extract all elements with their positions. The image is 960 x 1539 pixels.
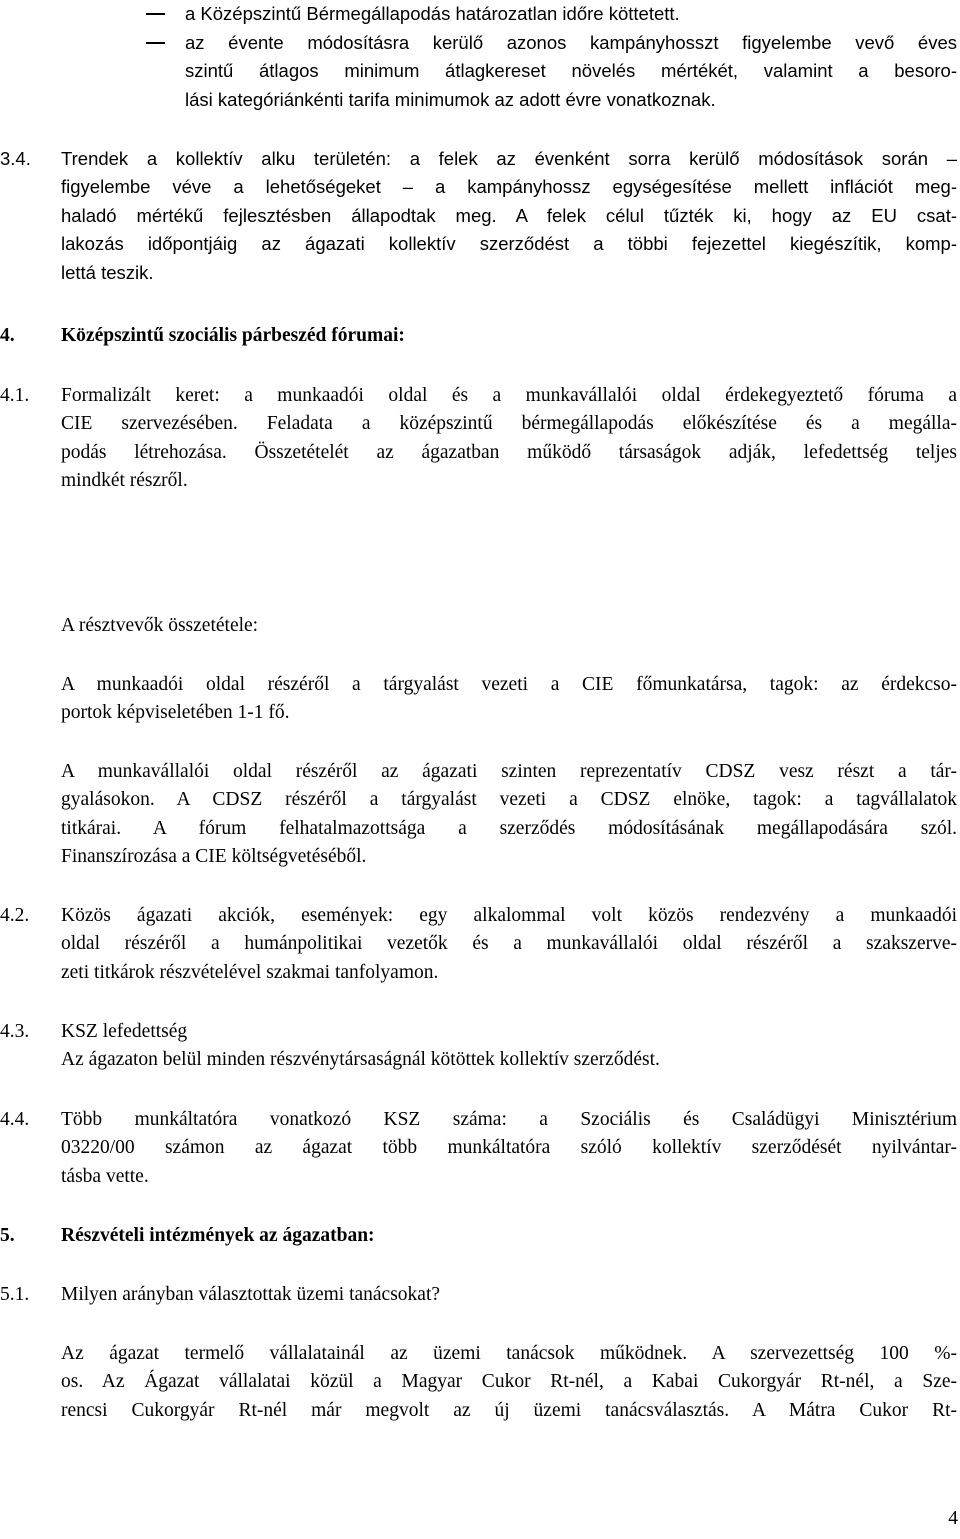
section-number: 4.3. [0, 1021, 30, 1042]
section-question: Milyen arányban választottak üzemi tanácsokat? [61, 1284, 441, 1305]
section-number: 3.4. [0, 148, 31, 169]
section-text: Közös ágazati akciók, események: egy alkalommal volt közös rendezvény a munkaadói oldal részéről a humánpolitikai vezetők és a munkavállalói oldal részéről a szakszerve- zeti titkárok részvételével szakmai tanfolyamon. [61, 905, 957, 983]
section-text: Trendek a kollektív alku területén: a felek az évenként sorra kerülő módosítások során – figyelembe véve a lehetőségeket – a kampányhossz egységesítése mellett inflációt meg- haladó mértékű fejlesztésben állapodtak meg. A felek célul tűzték ki, hogy az EU csat- lakozás időpontjáig az ágazati kollektív szerződést a többi fejezettel kiegészítik, komp- lettá teszik. [61, 148, 957, 283]
section-number: 4. [0, 325, 15, 346]
section-text: Formalizált keret: a munkaadói oldal és a munkavállalói oldal érdekegyeztető fóruma a CIE szervezésében. Feladata a középszintű bérmegállapodás előkészítése és a megálla- podás létrehozása. Összetételét az ágazatban működő társaságok adják, lefedettség teljes mindkét részről. [61, 385, 957, 492]
bullet-text: az évente módosításra kerülő azonos kampányhosszt figyelembe vevő éves szintű átlagos minimum átlagkereset növelés mértékét, valamint a besoro- lási kategóriánkénti tarifa minimumok az adott évre vonatkoznak. [185, 32, 957, 110]
section-number: 4.4. [0, 1109, 30, 1130]
bullet-item [0, 0, 957, 28]
section-title: Részvételi intézmények az ágazatban: [61, 1225, 375, 1246]
section-number: 5. [0, 1225, 15, 1246]
dash-bullet-icon [146, 29, 168, 57]
dash-bullet-icon [146, 0, 168, 28]
section-text: KSZ lefedettség Az ágazaton belül minden részvénytársaságnál kötöttek kollektív szerződést. [61, 1021, 660, 1071]
section-number: 5.1. [0, 1284, 30, 1305]
bullet-text: a Középszintű Bérmegállapodás határozatlan időre köttetett. [185, 3, 680, 24]
page-number: 4 [948, 1507, 958, 1529]
section-title: Középszintű szociális párbeszéd fórumai: [61, 325, 405, 346]
section-number: 4.2. [0, 905, 30, 926]
bullet-item [0, 29, 957, 115]
section-text: Több munkáltatóra vonatkozó KSZ száma: a Szociális és Családügyi Minisztérium 03220/00 számon az ágazat több munkáltatóra szóló kollektív szerződését nyilvántar- tásba vette. [61, 1109, 957, 1187]
section-number: 4.1. [0, 385, 30, 406]
